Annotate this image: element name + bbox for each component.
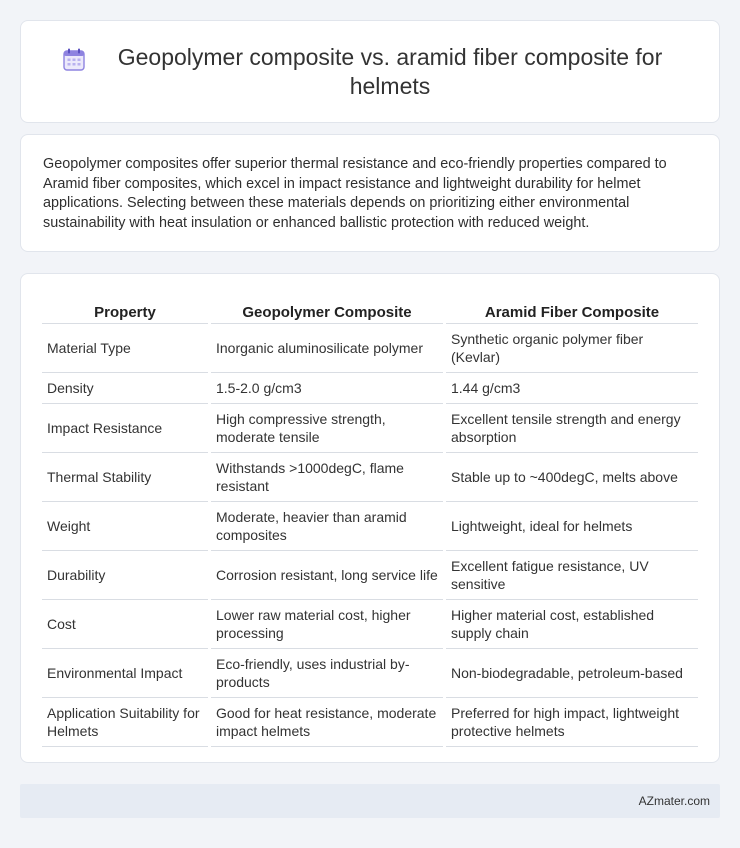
geopolymer-cell: Eco-friendly, uses industrial by-products [211,649,443,698]
table-row [42,453,698,502]
aramid-cell: Lightweight, ideal for helmets [446,502,698,551]
aramid-cell: Excellent tensile strength and energy absorption [446,404,698,453]
table-row [42,373,698,404]
intro-card [20,134,720,252]
property-cell: Durability [42,551,208,600]
intro-paragraph: Geopolymer composites offer superior thermal resistance and eco-friendly properties compared to Aramid fiber composites, which excel in impact resistance and lightweight durability for helmet applications. Selecting between these materials depends on prioritizing either environmental sustainability with heat insulation or enhanced ballistic protection with reduced weight. [43,156,667,231]
table-row [42,551,698,600]
geopolymer-cell: 1.5-2.0 g/cm3 [211,373,443,404]
property-cell: Cost [42,600,208,649]
table-header-row [42,294,698,324]
aramid-cell: Stable up to ~400degC, melts above [446,453,698,502]
geopolymer-cell: High compressive strength, moderate tensile [211,404,443,453]
aramid-cell: Synthetic organic polymer fiber (Kevlar) [446,324,698,373]
table-row [42,324,698,373]
page-title: Geopolymer composite vs. aramid fiber composite for helmets [117,43,663,99]
property-cell: Material Type [42,324,208,373]
geopolymer-cell: Moderate, heavier than aramid composites [211,502,443,551]
property-cell: Application Suitability for Helmets [42,698,208,747]
title-card [20,20,720,123]
aramid-cell: 1.44 g/cm3 [446,373,698,404]
header-geopolymer: Geopolymer Composite [211,294,443,324]
aramid-cell: Non-biodegradable, petroleum-based [446,649,698,698]
comparison-table-card [20,273,720,763]
comparison-table [39,294,701,747]
property-cell: Environmental Impact [42,649,208,698]
geopolymer-cell: Corrosion resistant, long service life [211,551,443,600]
property-cell: Thermal Stability [42,453,208,502]
aramid-cell: Preferred for high impact, lightweight protective helmets [446,698,698,747]
table-row [42,600,698,649]
geopolymer-cell: Lower raw material cost, higher processing [211,600,443,649]
geopolymer-cell: Withstands >1000degC, flame resistant [211,453,443,502]
property-cell: Density [42,373,208,404]
table-row [42,502,698,551]
table-row [42,649,698,698]
header-aramid: Aramid Fiber Composite [446,294,698,324]
footer-bar [20,784,720,818]
header-property: Property [42,294,208,324]
geopolymer-cell: Inorganic aluminosilicate polymer [211,324,443,373]
property-cell: Weight [42,502,208,551]
table-row [42,404,698,453]
footer-brand[interactable]: AZmater.com [638,794,710,808]
geopolymer-cell: Good for heat resistance, moderate impact helmets [211,698,443,747]
aramid-cell: Higher material cost, established supply chain [446,600,698,649]
property-cell: Impact Resistance [42,404,208,453]
table-row [42,698,698,747]
aramid-cell: Excellent fatigue resistance, UV sensitive [446,551,698,600]
